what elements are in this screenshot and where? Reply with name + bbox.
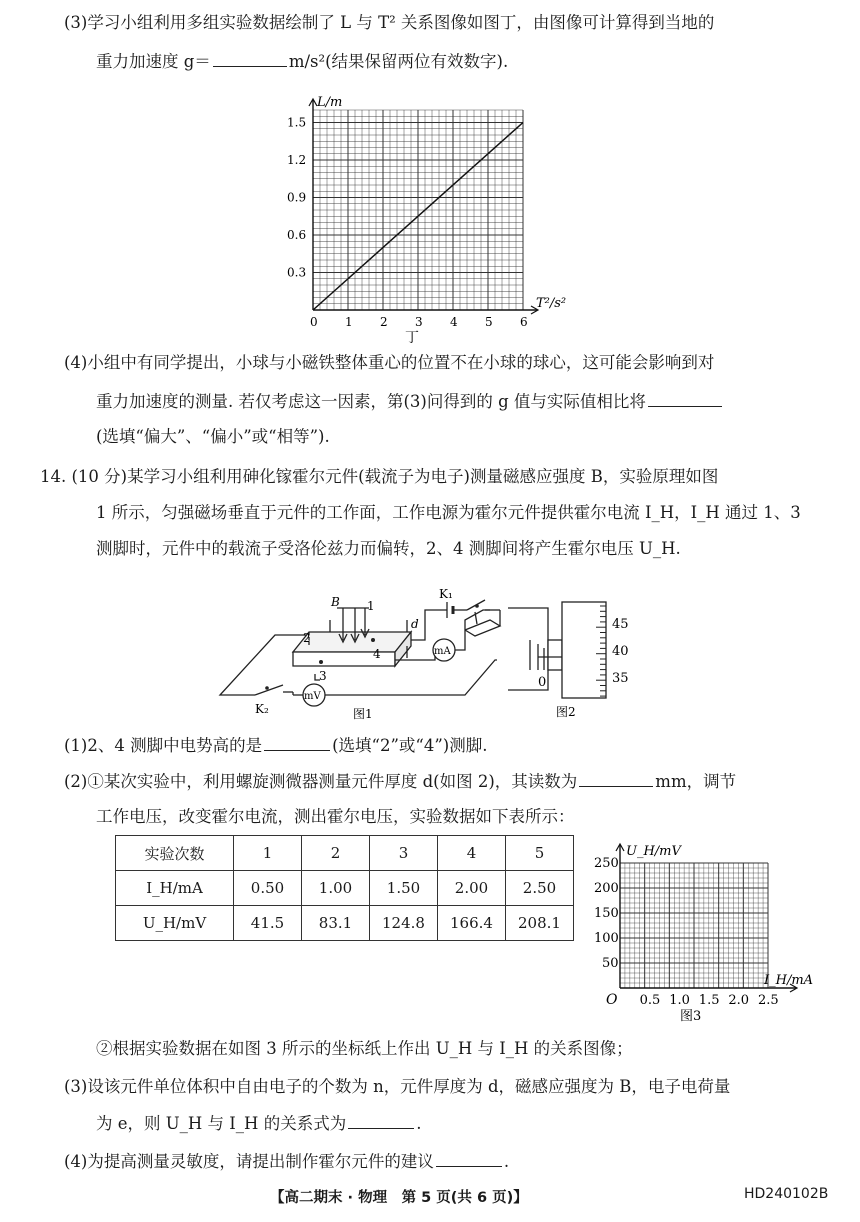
graph-paper-tick-labels [594, 856, 779, 1008]
answer-blank-compare[interactable] [648, 390, 722, 407]
y-tick-label: 0.3 [287, 265, 307, 280]
main-scale-zero: 0 [538, 675, 547, 690]
y-axis-label: L/m [317, 95, 343, 110]
y-tick-label: 0.6 [287, 228, 307, 242]
graph-grid [313, 110, 523, 310]
figure-3-grid [590, 840, 814, 1025]
answer-blank-thickness[interactable] [579, 770, 653, 787]
y-tick-label: 150 [594, 906, 619, 921]
label-B: B [331, 595, 340, 609]
label-d: d [411, 617, 419, 631]
page-footer-code: HD240102B [744, 1186, 829, 1202]
table-cell: 208.1 [506, 906, 574, 941]
y-tick-label: 50 [602, 956, 619, 971]
data-table [115, 835, 574, 941]
table-header-cell: 4 [438, 836, 506, 871]
table-cell: 1.50 [370, 871, 438, 906]
x-tick-label: 5 [485, 315, 493, 329]
page-footer-center: 【高二期末 · 物理 第 5 页(共 6 页)】 [270, 1190, 528, 1206]
x-tick-label: 0 [310, 315, 318, 329]
q14-part1-prompt: (1)2、4 测脚中电势高的是 [64, 736, 263, 755]
table-cell: 83.1 [302, 906, 370, 941]
y-axis-label: U_H/mV [626, 844, 681, 859]
answer-blank-suggestion[interactable] [436, 1150, 502, 1167]
thimble-tick-40: 40 [612, 644, 629, 659]
q13-part3-line1: (3)学习小组利用多组实验数据绘制了 L 与 T² 关系图像如图丁，由图像可计算得到当地的 [64, 13, 715, 32]
q13-part3-unit: m/s²(结果保留两位有效数字). [288, 52, 509, 71]
x-tick-label: 4 [450, 315, 458, 329]
table-cell: 0.50 [234, 871, 302, 906]
table-cell: 166.4 [438, 906, 506, 941]
figure-2-micrometer [508, 600, 648, 720]
table-row [116, 906, 574, 941]
thimble-tick-35: 35 [612, 671, 629, 686]
x-tick-label: 2.5 [758, 993, 779, 1008]
table-header-cell: 1 [234, 836, 302, 871]
q14-part3-line1: (3)设该元件单位体积中自由电子的个数为 n，元件厚度为 d，磁感应强度为 B，电子电荷量 [64, 1077, 731, 1096]
x-tick-label: 1.0 [669, 993, 690, 1008]
label-mA: mA [434, 646, 451, 657]
figure-ding-graph [280, 92, 580, 347]
y-tick-label: 1.5 [287, 115, 307, 130]
x-tick-label: 2.0 [728, 993, 750, 1008]
answer-blank-pin[interactable] [264, 734, 330, 751]
q14-part2-unit: mm，调节 [655, 772, 737, 791]
table-header-cell: 2 [302, 836, 370, 871]
x-tick-label: 2 [380, 315, 388, 329]
q14-stem-line2: 1 所示，匀强磁场垂直于元件的工作面，工作电源为霍尔元件提供霍尔电流 I_H，I_H 通过 1、3 [96, 503, 801, 522]
x-tick-label: 6 [520, 315, 528, 329]
q13-part4-prompt: 重力加速度的测量. 若仅考虑这一因素，第(3)问得到的 g 值与实际值相比将 [96, 392, 646, 411]
table-header-row [116, 836, 574, 871]
q14-stem-line3: 测脚时，元件中的载流子受洛伦兹力而偏转，2、4 测脚间将产生霍尔电压 U_H. [96, 539, 681, 558]
table-cell: 2.00 [438, 871, 506, 906]
table-header-cell: 5 [506, 836, 574, 871]
x-tick-label: 0.5 [639, 993, 661, 1008]
q14-part3-line2: 为 e，则 U_H 与 I_H 的关系式为 . [96, 1114, 422, 1133]
answer-blank-relation[interactable] [348, 1112, 414, 1129]
graph-axes [309, 99, 538, 314]
x-tick-label: 3 [415, 315, 423, 329]
q14-part1-choices: (选填“2”或“4”)测脚. [332, 736, 488, 755]
q14-part2-prompt: (2)①某次实验中，利用螺旋测微器测量元件厚度 d(如图 2)，其读数为 [64, 772, 578, 791]
origin-label: O [606, 992, 618, 1008]
table-cell: 124.8 [370, 906, 438, 941]
figure-2-caption: 图2 [556, 705, 576, 719]
table-cell: 2.50 [506, 871, 574, 906]
y-tick-label: 100 [594, 931, 619, 946]
answer-blank-g[interactable] [213, 50, 287, 67]
x-axis-label: T²/s² [536, 296, 567, 311]
q14-part4-prompt: (4)为提高测量灵敏度，请提出制作霍尔元件的建议 [64, 1152, 434, 1171]
figure-3-caption: 图3 [680, 1009, 702, 1024]
q13-part4-line2 [96, 390, 724, 413]
x-axis-label: I_H/mA [764, 973, 814, 988]
q13-part4-line1: (4)小组中有同学提出，小球与小磁铁整体重心的位置不在小球的球心，这可能会影响到对 [64, 353, 715, 372]
x-tick-label: 1 [345, 315, 353, 329]
label-pin-4: 4 [373, 647, 381, 661]
label-pin-2: 2 [303, 631, 311, 645]
micrometer-thimble [562, 602, 606, 698]
label-K1: K₁ [439, 587, 453, 601]
q14-stem-line1: 14. (10 分)某学习小组利用砷化镓霍尔元件(载流子为电子)测量磁感应强度 B，实验原理如图 [40, 467, 719, 486]
label-K2: K₂ [255, 702, 269, 716]
switch-k2-arm [255, 685, 283, 695]
y-tick-label: 200 [594, 881, 619, 896]
label-pin-1: 1 [367, 599, 375, 613]
q14-part4: (4)为提高测量灵敏度，请提出制作霍尔元件的建议 . [64, 1152, 510, 1171]
table-cell: 1.00 [302, 871, 370, 906]
label-pin-3: 3 [319, 669, 327, 683]
q13-part3-prompt: 重力加速度 g＝ [96, 52, 211, 71]
y-tick-label: 250 [594, 856, 619, 871]
x-tick-label: 1.5 [698, 993, 720, 1008]
q14-part2-line2: 工作电压，改变霍尔电流，测出霍尔电压，实验数据如下表所示： [96, 807, 575, 826]
thimble-tick-45: 45 [612, 617, 629, 632]
y-tick-label: 0.9 [287, 190, 307, 205]
table-row-label: U_H/mV [116, 906, 234, 941]
q14-part2-line1 [64, 770, 736, 793]
q14-part1 [64, 734, 487, 757]
figure-1-caption: 图1 [353, 707, 373, 721]
figure-caption-ding: 丁 [405, 330, 419, 346]
label-mV: mV [304, 691, 321, 702]
y-tick-label: 1.2 [287, 153, 307, 167]
table-cell: 41.5 [234, 906, 302, 941]
q14-part3-prompt: 为 e，则 U_H 与 I_H 的关系式为 [96, 1114, 347, 1133]
table-header-cell: 3 [370, 836, 438, 871]
table-header-cell: 实验次数 [116, 836, 234, 871]
q13-part3-line2 [96, 50, 508, 73]
table-row [116, 871, 574, 906]
figure-1-circuit [215, 580, 515, 720]
q13-part4-line3: (选填“偏大”、“偏小”或“相等”). [96, 427, 330, 446]
table-row-label: I_H/mA [116, 871, 234, 906]
graph-paper-grid [620, 863, 768, 988]
q14-part2-step2: ②根据实验数据在如图 3 所示的坐标纸上作出 U_H 与 I_H 的关系图像； [96, 1039, 633, 1058]
